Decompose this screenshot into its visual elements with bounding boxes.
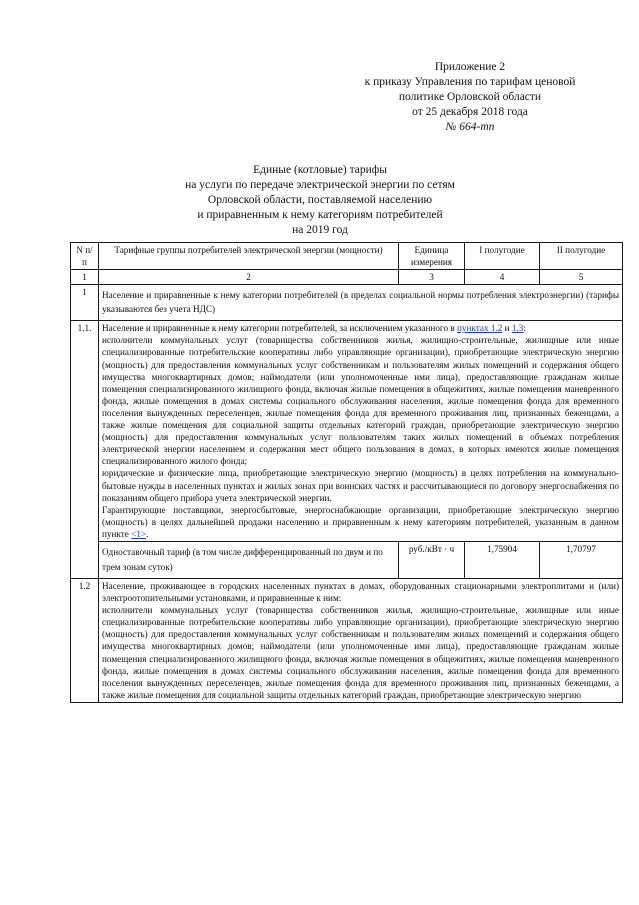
row-1-2 [71, 578, 623, 702]
order-number: № 664-тп [445, 121, 495, 133]
row-1-1-intro-b: и [502, 323, 512, 334]
appendix-header [330, 60, 610, 135]
section-1-number: 1 [71, 285, 99, 321]
header-unit: Единица измерения [399, 243, 465, 270]
title-line-3: Орловской области, поставляемой населению [207, 194, 433, 206]
tariff-1-1-unit: руб./кВт · ч [399, 541, 465, 578]
row-1-1-text [99, 321, 623, 542]
row-1-1-intro [102, 322, 619, 334]
row-1-2-number: 1.2 [71, 578, 99, 702]
appendix-line-1: Приложение 2 [434, 61, 506, 73]
colnum-3: 3 [399, 270, 465, 285]
row-1-2-paragraph-1: исполнители коммунальных услуг (товарищества собственников жилья, жилищно-строительные, жилищные или иные специализированные потребительские кооперативы либо управляющие организации), приобретающие электрическую энергию (мощность) для предоставления коммунальных услуг собственникам и пользователям жилых помещений и содержания общего имущества многоквартирных домов; наймодатели (или уполномоченные ими лица), предоставляющие гражданам жилые помещения специализированного жилищного фонда, включая жилые помещения в общежитиях, жилые помещения маневренного фонда, жилые помещения в домах системы социального обслуживания населения, жилые помещения фонда для временного поселения вынужденных переселенцев, жилые помещения фонда для временного проживания лиц, признанных беженцами, а также жилые помещения для социальной защиты отдельных категорий граждан, приобретающие электрическую энергию [102, 605, 619, 700]
link-footnote-1[interactable]: <1> [131, 528, 147, 539]
row-1-1-paragraph-2: юридические и физические лица, приобретающие электрическую энергию (мощность) в целях потребления на коммунально-бытовые нужды в населенных пунктах и жилых зонах при воинских частях и рассчитывающиеся по договору энергоснабжения по показаниям общего прибора учета электрической энергии. [102, 468, 619, 503]
title-line-4: и приравненным к нему категориям потребителей [197, 209, 443, 221]
row-1-1-paragraph-1: исполнители коммунальных услуг (товарищества собственников жилья, жилищно-строительные, жилищные или иные специализированные потребительские кооперативы либо управляющие организации), приобретающие электрическую энергию (мощность) для предоставления коммунальных услуг собственникам и пользователям жилых помещений и содержания общего имущества многоквартирных домов; наймодатели (или уполномоченные ими лица), предоставляющие гражданам жилые помещения специализированного жилищного фонда, включая жилые помещения в общежитиях, жилые помещения маневренного фонда, жилые помещения в домах системы социального обслуживания населения, жилые помещения фонда для временного поселения вынужденных переселенцев, жилые помещения фонда для временного проживания лиц, признанных беженцами, а также жилые помещения для социальной защиты отдельных категорий граждан, приобретающие электрическую энергию (мощность) для предоставления коммунальных услуг пользователям таких жилых помещений в объемах потребления электрической энергии населением и содержания мест общего пользования в домах, в которых имеются жилые помещения специализированного жилого фонда; [102, 335, 619, 467]
row-1-1-paragraph-3 [102, 504, 619, 540]
appendix-line-2: к приказу Управления по тарифам ценовой [364, 76, 576, 88]
section-1-row [71, 285, 623, 321]
row-1-1-intro-a: Население и приравненные к нему категории потребителей, за исключением указанного в [102, 323, 457, 334]
row-1-1 [71, 321, 623, 542]
link-item-1-3[interactable]: 1.3 [511, 323, 524, 334]
row-1-1-number: 1.1. [71, 321, 99, 579]
header-number: N п/п [71, 243, 99, 270]
document-title [150, 163, 490, 238]
colnum-4: 4 [465, 270, 540, 285]
column-number-row [71, 270, 623, 285]
link-items-1-2[interactable]: пунктах 1.2 [456, 323, 503, 334]
colnum-5: 5 [540, 270, 623, 285]
row-1-2-text [99, 578, 623, 702]
tariff-row-1-1 [71, 541, 623, 578]
tariff-1-1-name: Одноставочный тариф (в том числе дифференцированный по двум и по трем зонам суток) [99, 541, 399, 578]
title-line-1: Единые (котловые) тарифы [253, 164, 387, 176]
row-1-1-p3-a: Гарантирующие поставщики, энергосбытовые, энергоснабжающие организации, приобретающие электрическую энергию (мощность) в целях дальнейшей продажи населению и приравненным к нему категориям потребителей, указанным в данном пункте [102, 504, 619, 539]
header-tariff-group: Тарифные группы потребителей электрической энергии (мощности) [99, 243, 399, 270]
colnum-1: 1 [71, 270, 99, 285]
row-1-2-intro: Население, проживающее в городских населенных пунктах в домах, оборудованных стационарными электроплитами и (или) электроотопительными установками, и приравненные к ним: [102, 580, 619, 604]
row-1-1-intro-c: : [523, 323, 526, 334]
colnum-2: 2 [99, 270, 399, 285]
section-1-text: Население и приравненные к нему категории потребителей (в пределах социальной нормы потребления электроэнергии) (тарифы указываются без учета НДС) [99, 285, 623, 321]
header-first-half: I полугодие [465, 243, 540, 270]
title-line-2: на услуги по передаче электрической энергии по сетям [185, 179, 455, 191]
row-1-1-p3-b: . [146, 528, 149, 539]
tariff-table [70, 242, 623, 703]
appendix-line-3: политике Орловской области [398, 91, 542, 103]
tariff-1-1-first-half: 1,75904 [465, 541, 540, 578]
title-line-5: на 2019 год [292, 224, 348, 236]
table-header-row [71, 243, 623, 270]
appendix-line-4: от 25 декабря 2018 года [412, 106, 528, 118]
header-second-half: II полугодие [540, 243, 623, 270]
tariff-1-1-second-half: 1,70797 [540, 541, 623, 578]
